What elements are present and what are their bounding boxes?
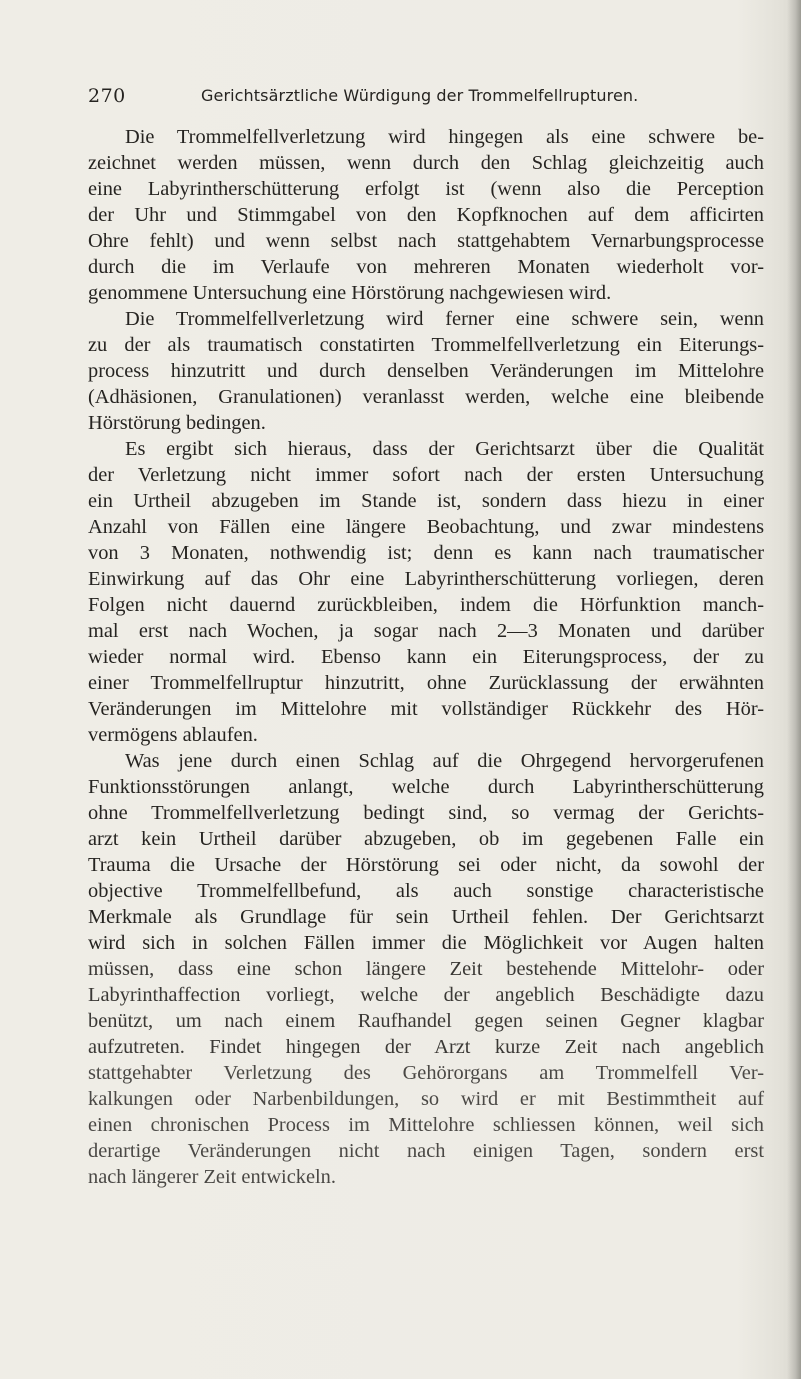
paragraph <box>88 124 764 306</box>
paragraph <box>88 436 764 748</box>
text-line: Die Trommelfellverletzung wird hingegen als eine schwere be- <box>125 126 764 148</box>
text-line: kalkungen oder Narbenbildungen, so wird er mit Bestimmtheit auf <box>88 1088 764 1110</box>
paragraph <box>88 748 764 1190</box>
text-line: wieder normal wird. Ebenso kann ein Eiterungsprocess, der zu <box>88 646 764 668</box>
text-line: Einwirkung auf das Ohr eine Labyrintherschütterung vorliegen, deren <box>88 568 764 590</box>
text-line: Funktionsstörungen anlangt, welche durch Labyrintherschütterung <box>88 776 764 798</box>
text-line: einen chronischen Process im Mittelohre schliessen können, weil sich <box>88 1114 764 1136</box>
text-line: Die Trommelfellverletzung wird ferner eine schwere sein, wenn <box>125 308 764 330</box>
text-line: Was jene durch einen Schlag auf die Ohrgegend hervorgerufenen <box>125 750 764 772</box>
body-text <box>88 124 764 1190</box>
text-line: mal erst nach Wochen, ja sogar nach 2—3 Monaten und darüber <box>88 620 764 642</box>
text-line: ohne Trommelfellverletzung bedingt sind, so vermag der Gerichts- <box>88 802 764 824</box>
text-line: derartige Veränderungen nicht nach einigen Tagen, sondern erst <box>88 1140 764 1162</box>
page-header <box>88 85 688 115</box>
text-line: (Adhäsionen, Granulationen) veranlasst werden, welche eine bleibende <box>88 386 764 408</box>
text-line: Labyrinthaffection vorliegt, welche der angeblich Beschädigte dazu <box>88 984 764 1006</box>
text-line: der Verletzung nicht immer sofort nach der ersten Untersuchung <box>88 464 764 486</box>
text-line: genommene Untersuchung eine Hörstörung nachgewiesen wird. <box>88 282 612 304</box>
text-line: einer Trommelfellruptur hinzutritt, ohne Zurücklassung der erwähnten <box>88 672 764 694</box>
text-line: müssen, dass eine schon längere Zeit bestehende Mittelohr- oder <box>88 958 764 980</box>
text-line: Veränderungen im Mittelohre mit vollständiger Rückkehr des Hör- <box>88 698 764 720</box>
text-line: benützt, um nach einem Raufhandel gegen seinen Gegner klagbar <box>88 1010 764 1032</box>
text-line: vermögens ablaufen. <box>88 724 258 746</box>
paragraph <box>88 306 764 436</box>
text-line: Ohre fehlt) und wenn selbst nach stattgehabtem Vernarbungsprocesse <box>88 230 764 252</box>
running-head: Gerichtsärztliche Würdigung der Trommelfellrupturen. <box>201 86 639 105</box>
text-line: durch die im Verlaufe von mehreren Monaten wiederholt vor- <box>88 256 764 278</box>
text-line: Trauma die Ursache der Hörstörung sei oder nicht, da sowohl der <box>88 854 764 876</box>
text-line: zu der als traumatisch constatirten Trommelfellverletzung ein Eiterungs- <box>88 334 764 356</box>
text-line: objective Trommelfellbefund, als auch sonstige characteristische <box>88 880 764 902</box>
text-line: zeichnet werden müssen, wenn durch den Schlag gleichzeitig auch <box>88 152 764 174</box>
page-edge-shadow <box>787 0 801 1379</box>
text-line: Merkmale als Grundlage für sein Urtheil fehlen. Der Gerichtsarzt <box>88 906 764 928</box>
text-line: arzt kein Urtheil darüber abzugeben, ob im gegebenen Falle ein <box>88 828 764 850</box>
text-line: nach längerer Zeit entwickeln. <box>88 1166 336 1188</box>
text-line: aufzutreten. Findet hingegen der Arzt kurze Zeit nach angeblich <box>88 1036 764 1058</box>
text-line: Anzahl von Fällen eine längere Beobachtung, und zwar mindestens <box>88 516 764 538</box>
text-line: von 3 Monaten, nothwendig ist; denn es kann nach traumatischer <box>88 542 764 564</box>
text-line: der Uhr und Stimmgabel von den Kopfknochen auf dem afficirten <box>88 204 764 226</box>
text-line: wird sich in solchen Fällen immer die Möglichkeit vor Augen halten <box>88 932 764 954</box>
text-line: ein Urtheil abzugeben im Stande ist, sondern dass hiezu in einer <box>88 490 764 512</box>
text-line: Es ergibt sich hieraus, dass der Gerichtsarzt über die Qualität <box>125 438 764 460</box>
text-line: Folgen nicht dauernd zurückbleiben, indem die Hörfunktion manch- <box>88 594 764 616</box>
text-line: process hinzutritt und durch denselben Veränderungen im Mittelohre <box>88 360 764 382</box>
text-line: Hörstörung bedingen. <box>88 412 266 434</box>
text-line: stattgehabter Verletzung des Gehörorgans am Trommelfell Ver- <box>88 1062 764 1084</box>
text-line: eine Labyrintherschütterung erfolgt ist (wenn also die Perception <box>88 178 764 200</box>
page-number: 270 <box>88 85 126 107</box>
